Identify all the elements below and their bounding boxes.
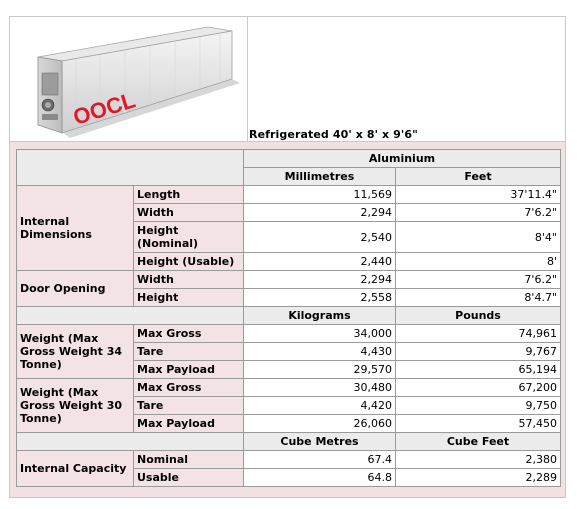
row-label: Length [134,186,244,204]
value-kilograms: 4,430 [244,343,396,361]
group-label-door-opening: Door Opening [17,271,134,307]
reefer-container-illustration [10,17,247,141]
value-cube-feet: 2,289 [396,469,561,487]
value-kilograms: 29,570 [244,361,396,379]
row-label: Max Gross [134,325,244,343]
row-label: Tare [134,343,244,361]
value-feet: 37'11.4" [396,186,561,204]
table-row [17,150,561,168]
row-label: Max Payload [134,415,244,433]
table-row [17,451,561,469]
table-row [17,186,561,204]
row-label: Width [134,204,244,222]
value-cube-metres: 64.8 [244,469,396,487]
material-header: Aluminium [244,150,561,168]
value-kilograms: 4,420 [244,397,396,415]
row-label: Nominal [134,451,244,469]
row-label: Max Payload [134,361,244,379]
value-millimetres: 2,294 [244,204,396,222]
value-feet: 7'6.2" [396,271,561,289]
value-feet: 7'6.2" [396,204,561,222]
value-pounds: 9,750 [396,397,561,415]
value-cube-metres: 67.4 [244,451,396,469]
row-label: Max Gross [134,379,244,397]
table-row [17,379,561,397]
container-spec-table [16,149,561,487]
value-pounds: 9,767 [396,343,561,361]
value-pounds: 57,450 [396,415,561,433]
value-feet: 8'4" [396,222,561,253]
value-pounds: 74,961 [396,325,561,343]
value-pounds: 65,194 [396,361,561,379]
unit-header-kilograms: Kilograms [244,307,396,325]
value-cube-feet: 2,380 [396,451,561,469]
row-label: Height [134,289,244,307]
unit-header-cube-metres: Cube Metres [244,433,396,451]
value-millimetres: 2,294 [244,271,396,289]
product-header [9,16,566,141]
corner-cell [17,150,244,186]
brand-logo: OOCL [70,87,139,130]
row-label: Height (Nominal) [134,222,244,253]
value-millimetres: 2,540 [244,222,396,253]
value-feet: 8' [396,253,561,271]
value-kilograms: 26,060 [244,415,396,433]
row-label: Height (Usable) [134,253,244,271]
blank-cell [17,433,244,451]
value-millimetres: 2,558 [244,289,396,307]
table-row [17,325,561,343]
value-kilograms: 34,000 [244,325,396,343]
row-label: Width [134,271,244,289]
unit-header-millimetres: Millimetres [244,168,396,186]
table-row [17,271,561,289]
table-row [17,307,561,325]
value-kilograms: 30,480 [244,379,396,397]
group-label-internal-capacity: Internal Capacity [17,451,134,487]
table-row [17,433,561,451]
row-label: Tare [134,397,244,415]
blank-cell [17,307,244,325]
unit-header-cube-feet: Cube Feet [396,433,561,451]
unit-header-pounds: Pounds [396,307,561,325]
value-feet: 8'4.7" [396,289,561,307]
value-pounds: 67,200 [396,379,561,397]
group-label-internal-dimensions: Internal Dimensions [17,186,134,271]
product-caption: Refrigerated 40' x 8' x 9'6" [249,128,418,141]
value-millimetres: 11,569 [244,186,396,204]
row-label: Usable [134,469,244,487]
value-millimetres: 2,440 [244,253,396,271]
group-label-weight-30: Weight (Max Gross Weight 30 Tonne) [17,379,134,433]
unit-header-feet: Feet [396,168,561,186]
container-image [10,17,248,141]
group-label-weight-34: Weight (Max Gross Weight 34 Tonne) [17,325,134,379]
